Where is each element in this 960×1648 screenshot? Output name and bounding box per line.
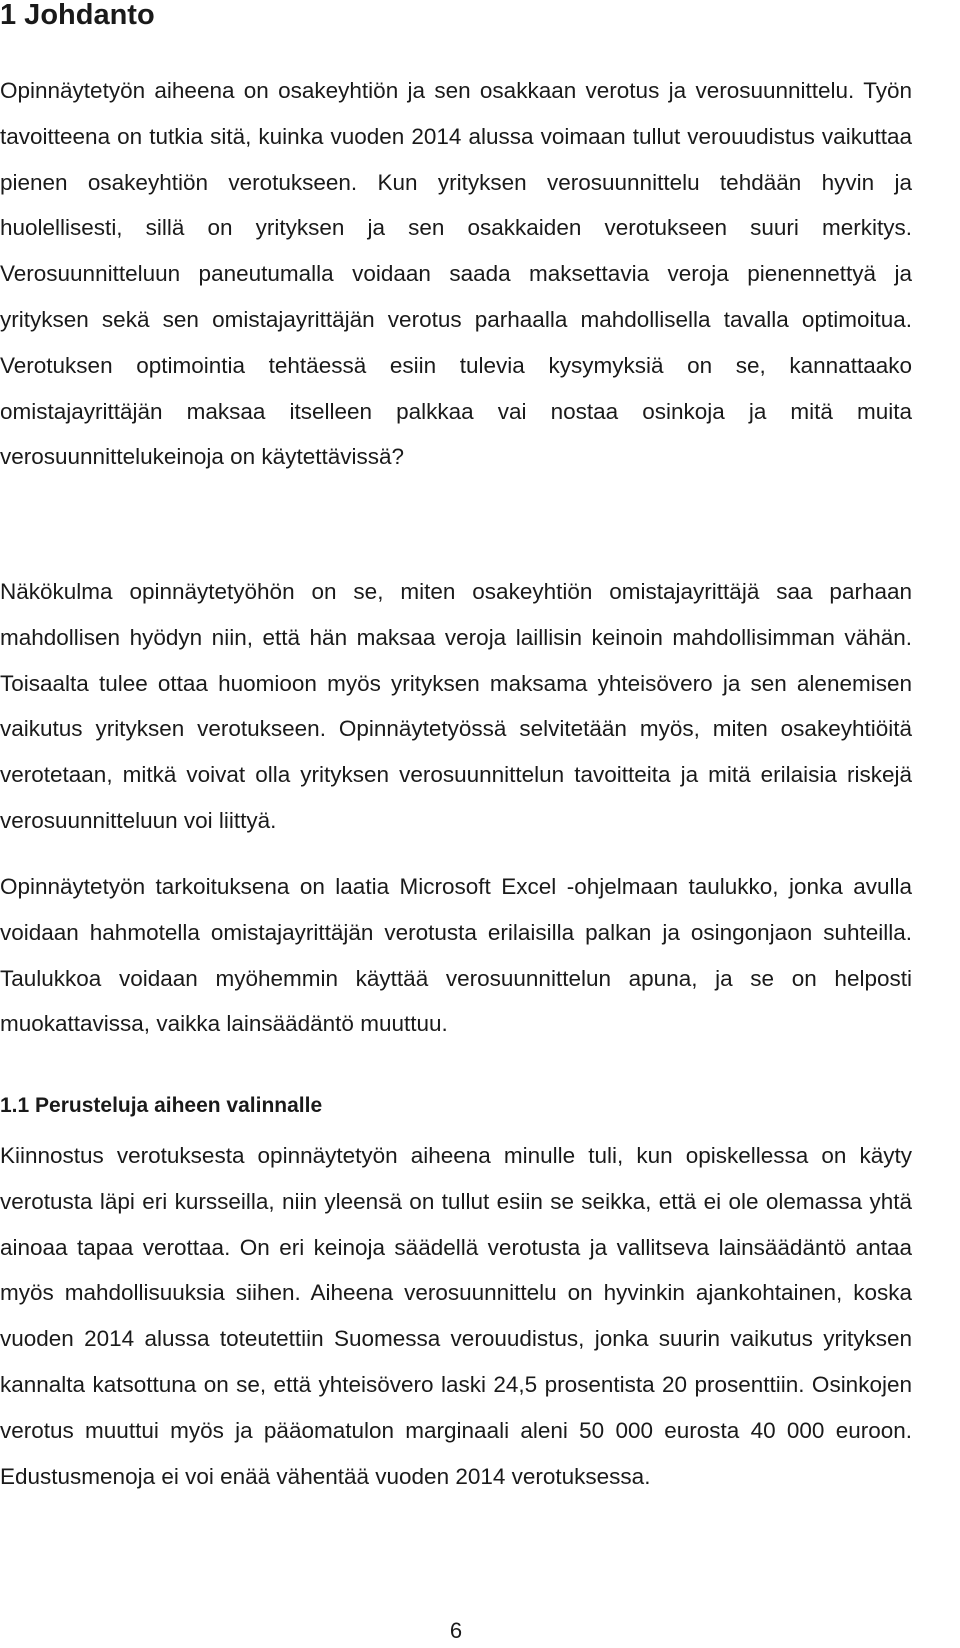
intro-paragraph-3: Opinnäytetyön tarkoituksena on laatia Microsoft Excel -ohjelmaan taulukko, jonka avulla voidaan hahmotella omistajayrittäjän verotusta erilaisilla palkan ja osingonjaon suhteilla. Taulukkoa voidaan myöhemmin käyttää verosuunnittelun apuna, ja se on helposti muokattavissa, vaikka lainsäädäntö muuttuu. [0,874,912,1037]
page-number: 6 [449,1618,463,1643]
section-paragraph-1: Kiinnostus verotuksesta opinnäytetyön aiheena minulle tuli, kun opiskellessa on käyty verotusta läpi eri kursseilla, niin yleensä on tullut esiin se seikka, että ei ole olemassa yhtä ainoaa tapaa verottaa. On eri keinoja säädellä verotusta ja vallitseva lainsäädäntö antaa myös mahdollisuuksia siihen. Aiheena verosuunnittelu on hyvinkin ajankohtainen, koska vuoden 2014 alussa toteutettiin Suomessa verouudistus, jonka suurin vaikutus yrityksen kannalta katsottuna on se, että yhteisövero laski 24,5 prosentista 20 prosenttiin. Osinkojen verotus muuttui myös ja pääomatulon marginaali aleni 50 000 eurosta 40 000 euroon. Edustusmenoja ei voi enää vähentää vuoden 2014 verotuksessa. [0,1143,912,1489]
intro-paragraph-2: Näkökulma opinnäytetyöhön on se, miten osakeyhtiön omistajayrittäjä saa parhaan mahdollisen hyödyn niin, että hän maksaa veroja laillisin keinoin mahdollisimman vähän. Toisaalta tulee ottaa huomioon myös yrityksen maksama yhteisövero ja sen alenemisen vaikutus yrityksen verotukseen. Opinnäytetyössä selvitetään myös, miten osakeyhtiöitä verotetaan, mitkä voivat olla yrityksen verosuunnittelun tavoitteita ja mitä erilaisia riskejä verosuunnitteluun voi liittyä. [0,579,912,833]
section-heading: 1.1 Perusteluja aiheen valinnalle [0,1094,323,1117]
intro-paragraph-1: Opinnäytetyön aiheena on osakeyhtiön ja sen osakkaan verotus ja verosuunnittelu. Työn tavoitteena on tutkia sitä, kuinka vuoden 2014 alussa voimaan tullut verouudistus vaikuttaa pienen osakeyhtiön verotukseen. Kun yrityksen verosuunnittelu tehdään hyvin ja huolellisesti, sillä on yrityksen ja sen osakkaiden verotukseen suuri merkitys. Verosuunnitteluun paneutumalla voidaan saada maksettavia veroja pienennettyä ja yrityksen sekä sen omistajayrittäjän verotus parhaalla mahdollisella tavalla optimoitua. Verotuksen optimointia tehtäessä esiin tulevia kysymyksiä on se, kannattaako omistajayrittäjän maksaa itselleen palkkaa vai nostaa osinkoja ja mitä muita verosuunnittelukeinoja on käytettävissä? [0,78,912,470]
chapter-heading: 1 Johdanto [0,0,155,31]
